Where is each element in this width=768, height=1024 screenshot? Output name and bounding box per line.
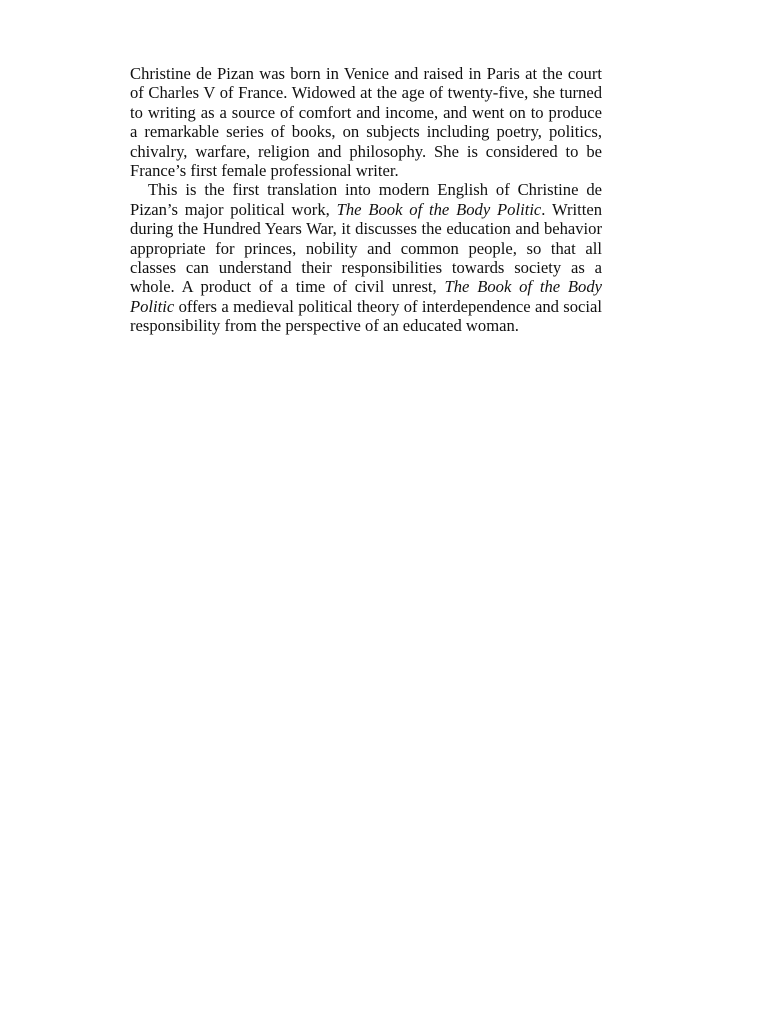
paragraph-text-part: . Written during the Hundred Years War, it discusses the education and behavior appropriate for princes, nobility and common people, so that all classes can understand their responsibilities towards society as a whole. A product of a time of civil unrest, — [130, 199, 602, 297]
paragraph-book-description — [130, 180, 602, 335]
blurb-text — [130, 64, 602, 336]
paragraph-text-part: This is the first translation into modern English of Christine de Pizan’s major political work, — [130, 180, 602, 219]
paragraph-author-bio: Christine de Pizan was born in Venice and raised in Paris at the court of Charles V of France. Widowed at the age of twenty-five, she turned to writing as a source of comfort and income, and went on to produce a remarkable series of books, on subjects including poetry, politics, chivalry, warfare, religion and philosophy. She is considered to be France’s first female professional writer. — [130, 64, 602, 181]
book-title-italic: The Book of the Body Politic — [336, 199, 542, 219]
paragraph-text-part: offers a medieval political theory of interdependence and social responsibility from the perspective of an educated woman. — [130, 296, 602, 336]
book-title-italic: The Book of the Body Politic — [130, 277, 603, 316]
